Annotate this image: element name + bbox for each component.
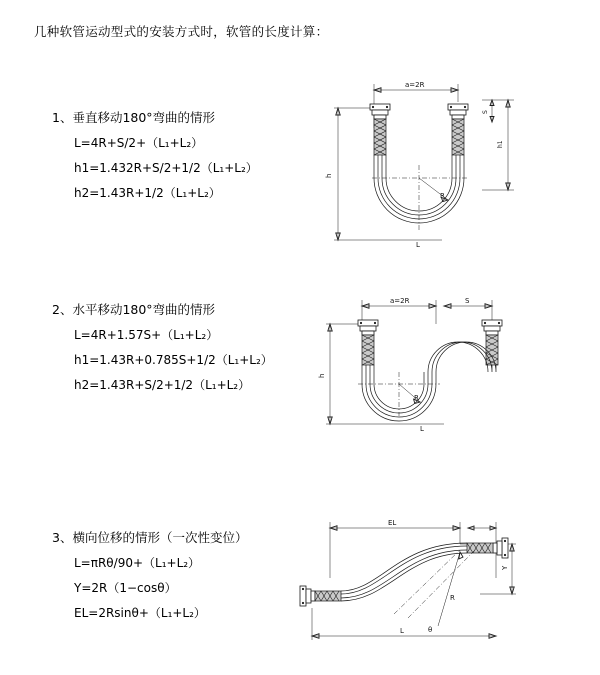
figure-3-angle-label: θ (428, 626, 433, 634)
figure-lateral-offset (290, 508, 540, 648)
section-3-formula-1: L=πRθ/90+（L₁+L₂） (74, 556, 201, 570)
section-3-title: 3、横向位移的情形（一次性变位） (52, 530, 248, 545)
figure-3-right-dim-label: Y (501, 565, 509, 570)
figure-1-bottom-dim-label: L (416, 241, 420, 249)
figure-1-drawing (312, 70, 532, 270)
figure-1-right-dim-1: h1 (497, 140, 504, 148)
figure-2-radius-label: R (414, 394, 419, 402)
section-3-text (52, 528, 312, 631)
figure-1-left-dim-label: h (325, 173, 333, 178)
figure-2-left-dim-label: h (318, 373, 326, 378)
figure-2-top-dim-label: a=2R (390, 297, 410, 305)
section-2-formula-2: h1=1.43R+0.785S+1/2（L₁+L₂） (74, 353, 273, 368)
section-2-text (52, 300, 312, 403)
section-1-formula-1: L=4R+S/2+（L₁+L₂） (74, 136, 204, 150)
figure-3-bottom-dim-label: L (400, 627, 404, 635)
figure-2-bottom-dim-label: L (420, 425, 424, 433)
figure-1-top-dim-label: a=2R (405, 81, 425, 89)
figure-vertical-180-bend (312, 70, 532, 270)
section-2-formula-3: h2=1.43R+S/2+1/2（L₁+L₂） (74, 378, 251, 393)
section-1-formula-3: h2=1.43R+1/2（L₁+L₂） (74, 186, 221, 201)
section-1-formula-2: h1=1.432R+S/2+1/2（L₁+L₂） (74, 161, 258, 176)
section-1-text (52, 108, 312, 211)
section-2-title: 2、水平移动180°弯曲的情形 (52, 302, 216, 317)
section-1-title: 1、垂直移动180°弯曲的情形 (52, 110, 216, 125)
page-title: 几种软管运动型式的安装方式时，软管的长度计算： (34, 24, 329, 39)
figure-3-radius-label: R (450, 594, 455, 602)
section-2-formula-1: L=4R+1.57S+（L₁+L₂） (74, 328, 219, 342)
figure-2-drawing (312, 284, 532, 464)
figure-3-drawing (290, 508, 540, 648)
figure-1-right-dim-2: S (482, 110, 489, 114)
figure-3-top-dim-label: EL (388, 519, 397, 527)
figure-2-top-dim-2-label: S (465, 297, 470, 305)
figure-1-radius-label: R (440, 192, 445, 200)
figure-horizontal-180-bend (312, 284, 532, 464)
section-3-formula-3: EL=2Rsinθ+（L₁+L₂） (74, 606, 206, 621)
section-3-formula-2: Y=2R（1−cosθ） (74, 581, 177, 596)
